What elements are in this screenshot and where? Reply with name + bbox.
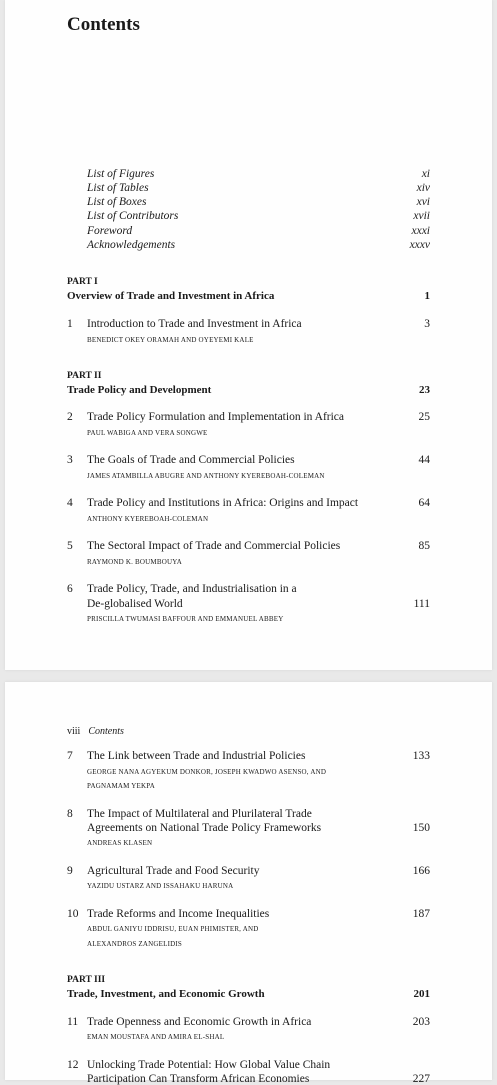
chapter-page: 3 xyxy=(424,318,430,330)
chapter-number: 8 xyxy=(67,808,73,820)
chapter-number: 9 xyxy=(67,865,73,877)
chapter-authors: JAMES ATAMBILLA ABUGRE AND ANTHONY KYEREBOAH-COLEMAN xyxy=(87,472,325,480)
chapter-authors: EMAN MOUSTAFA AND AMIRA EL-SHAL xyxy=(87,1033,225,1041)
chapter-page: 85 xyxy=(418,540,430,552)
chapter-number: 3 xyxy=(67,454,73,466)
chapter-authors: YAZIDU USTARZ AND ISSAHAKU HARUNA xyxy=(87,882,234,890)
part-title[interactable]: Overview of Trade and Investment in Africa xyxy=(67,290,275,302)
chapter-title[interactable]: Unlocking Trade Potential: How Global Value Chain xyxy=(87,1059,331,1071)
front-matter-title[interactable]: List of Figures xyxy=(87,168,155,180)
chapter-number: 1 xyxy=(67,318,73,330)
page-title: Contents xyxy=(67,14,140,35)
chapter-page: 187 xyxy=(412,908,430,920)
chapter-page: 166 xyxy=(412,865,430,877)
front-matter-title[interactable]: List of Tables xyxy=(87,182,149,194)
chapter-title[interactable]: The Link between Trade and Industrial Policies xyxy=(87,750,306,762)
chapter-number: 12 xyxy=(67,1059,79,1071)
chapter-number: 2 xyxy=(67,411,73,423)
chapter-authors-continued: PAGNAMAM YEKPA xyxy=(87,782,155,790)
front-matter-title[interactable]: List of Boxes xyxy=(87,196,147,208)
part-page: 1 xyxy=(424,290,430,302)
chapter-title[interactable]: The Sectoral Impact of Trade and Commercial Policies xyxy=(87,540,341,552)
chapter-authors: PRISCILLA TWUMASI BAFFOUR AND EMMANUEL ABBEY xyxy=(87,615,284,623)
chapter-title[interactable]: The Goals of Trade and Commercial Policies xyxy=(87,454,295,466)
part-label: PART III xyxy=(67,975,106,985)
chapter-page: 203 xyxy=(412,1016,430,1028)
front-matter-page: xvi xyxy=(416,196,430,208)
chapter-title[interactable]: Trade Policy Formulation and Implementation in Africa xyxy=(87,411,345,423)
chapter-page: 150 xyxy=(412,822,430,834)
front-matter-page: xxxv xyxy=(409,239,430,251)
part-label: PART I xyxy=(67,277,98,287)
front-matter-page: xvii xyxy=(413,210,430,222)
running-head-title: Contents xyxy=(88,726,124,737)
chapter-title[interactable]: Trade Openness and Economic Growth in Africa xyxy=(87,1016,312,1028)
chapter-title[interactable]: The Impact of Multilateral and Plurilateral Trade xyxy=(87,808,312,820)
chapter-page: 44 xyxy=(418,454,430,466)
chapter-number: 7 xyxy=(67,750,73,762)
chapter-authors: ANTHONY KYEREBOAH-COLEMAN xyxy=(87,515,209,523)
part-title[interactable]: Trade Policy and Development xyxy=(67,384,212,396)
chapter-number: 5 xyxy=(67,540,73,552)
chapter-title[interactable]: Trade Policy, Trade, and Industrialisation in a xyxy=(87,583,297,595)
part-page: 201 xyxy=(413,988,430,1000)
front-matter-title[interactable]: Foreword xyxy=(87,225,133,237)
chapter-authors: PAUL WABIGA AND VERA SONGWE xyxy=(87,429,208,437)
chapter-title[interactable]: Introduction to Trade and Investment in Africa xyxy=(87,318,302,330)
chapter-number: 11 xyxy=(67,1016,79,1028)
chapter-authors: RAYMOND K. BOUMBOUYA xyxy=(87,558,182,566)
running-head xyxy=(67,726,124,737)
chapter-title[interactable]: Agricultural Trade and Food Security xyxy=(87,865,260,877)
chapter-authors: BENEDICT OKEY ORAMAH AND OYEYEMI KALE xyxy=(87,336,254,344)
part-title[interactable]: Trade, Investment, and Economic Growth xyxy=(67,988,265,1000)
contents-page-2 xyxy=(5,682,492,1085)
chapter-title[interactable]: Trade Reforms and Income Inequalities xyxy=(87,908,270,920)
chapter-title-continued[interactable]: Agreements on National Trade Policy Frameworks xyxy=(87,822,322,834)
chapter-page: 133 xyxy=(412,750,430,762)
chapter-title-continued[interactable]: Participation Can Transform African Economies xyxy=(87,1073,310,1085)
chapter-authors: GEORGE NANA AGYEKUM DONKOR, JOSEPH KWADWO ASENSO, AND xyxy=(87,768,327,776)
chapter-title-continued[interactable]: De-globalised World xyxy=(87,598,183,610)
front-matter-page: xi xyxy=(421,168,430,180)
chapter-title[interactable]: Trade Policy and Institutions in Africa: Origins and Impact xyxy=(87,497,359,509)
chapter-page: 227 xyxy=(412,1073,430,1085)
part-page: 23 xyxy=(419,384,430,396)
contents-page-1 xyxy=(5,0,492,670)
chapter-number: 10 xyxy=(67,908,79,920)
chapter-authors: ANDREAS KLASEN xyxy=(87,839,153,847)
front-matter-title[interactable]: Acknowledgements xyxy=(87,239,176,251)
chapter-number: 4 xyxy=(67,497,73,509)
front-matter-page: xiv xyxy=(416,182,430,194)
front-matter-title[interactable]: List of Contributors xyxy=(87,210,179,222)
chapter-authors-continued: ALEXANDROS ZANGELIDIS xyxy=(87,940,182,948)
chapter-number: 6 xyxy=(67,583,73,595)
chapter-page: 25 xyxy=(418,411,430,423)
chapter-page: 111 xyxy=(413,598,430,610)
part-label: PART II xyxy=(67,371,102,381)
running-head-page: viii xyxy=(67,726,81,737)
front-matter-page: xxxi xyxy=(411,225,430,237)
chapter-authors: ABDUL GANIYU IDDRISU, EUAN PHIMISTER, AND xyxy=(87,925,259,933)
chapter-page: 64 xyxy=(418,497,430,509)
